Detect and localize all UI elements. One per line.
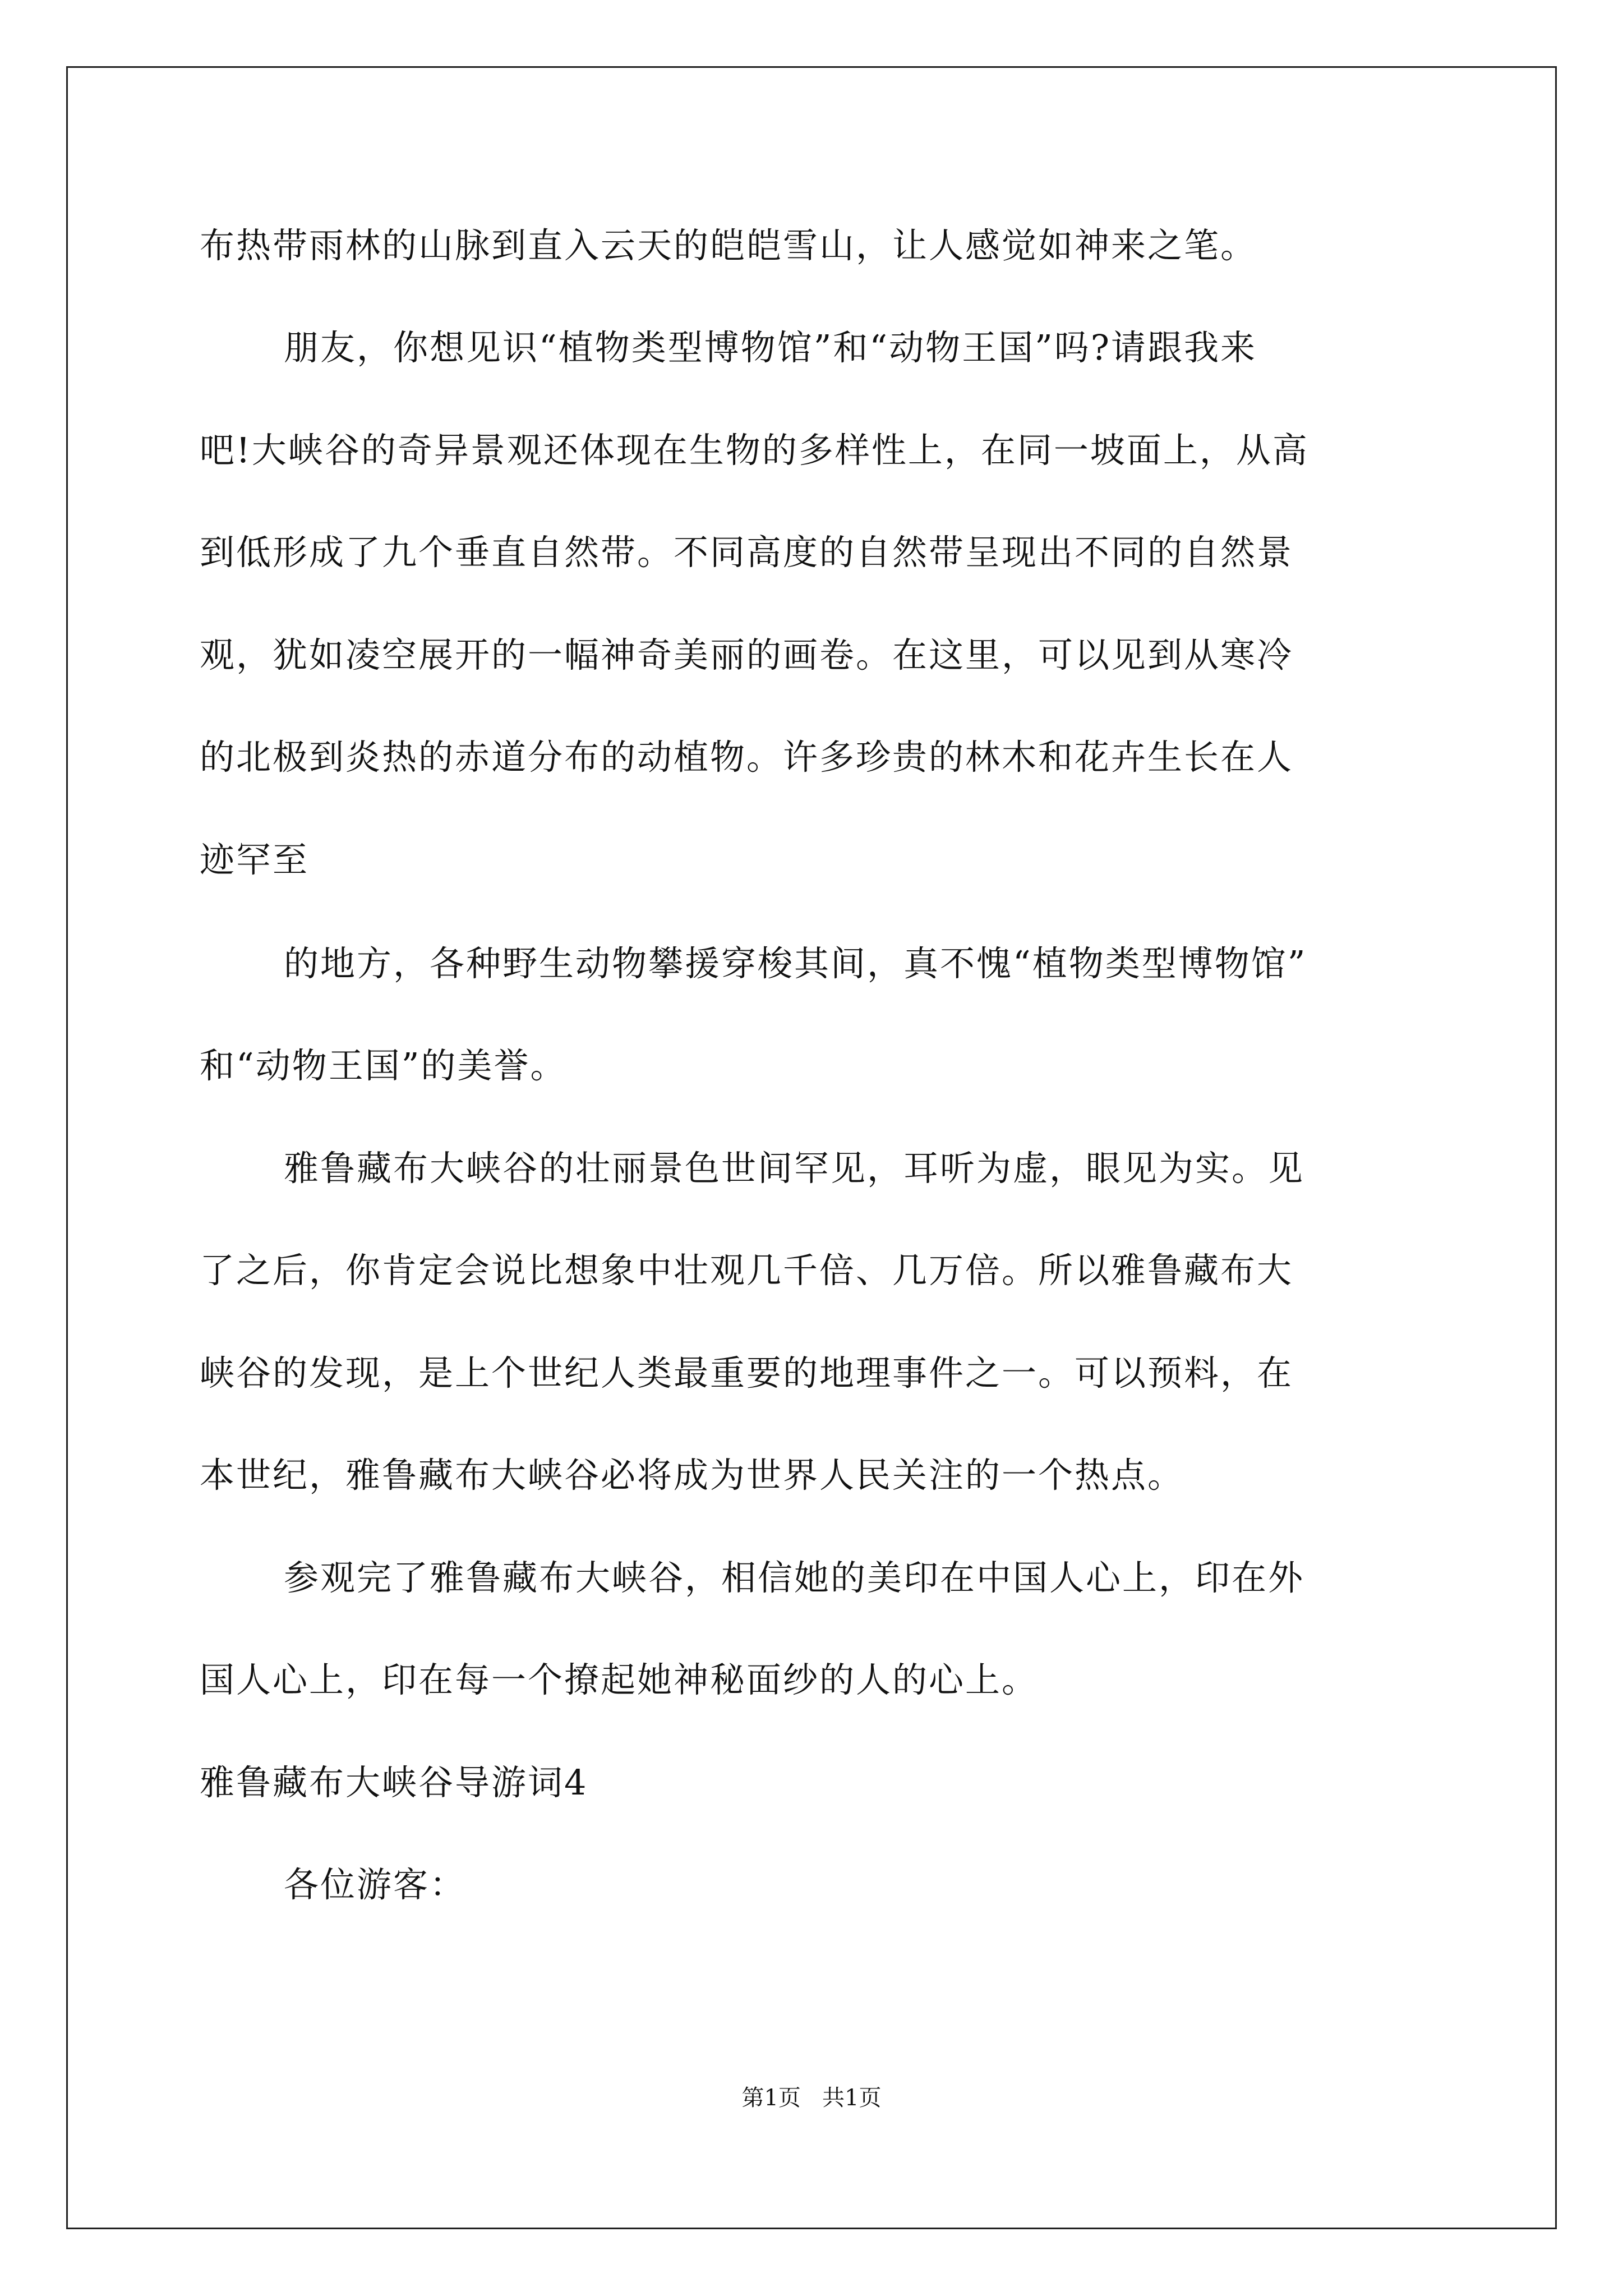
text-line-12: 峡谷的发现，是上个世纪人类最重要的地理事件之一。可以预料，在 [200,1352,1294,1393]
greeting-line: 各位游客： [284,1864,467,1905]
text-line-9: 和“动物王国”的美誉。 [200,1045,567,1086]
text-line-7: 迹罕至 [200,839,310,880]
text-line-13: 本世纪，雅鲁藏布大峡谷必将成为世界人民关注的一个热点。 [200,1455,1184,1496]
text-line-11: 了之后，你肯定会说比想象中壮观几千倍、几万倍。所以雅鲁藏布大 [200,1250,1294,1291]
text-line-8: 的地方，各种野生动物攀援穿梭其间，真不愧“植物类型博物馆” [284,943,1307,984]
text-line-3: 吧!大峡谷的奇异景观还体现在生物的多样性上，在同一坡面上，从高 [200,430,1309,471]
text-line-5: 观，犹如凌空展开的一幅神奇美丽的画卷。在这里，可以见到从寒冷 [200,634,1294,675]
text-line-14: 参观完了雅鲁藏布大峡谷，相信她的美印在中国人心上，印在外 [284,1557,1305,1598]
text-line-15: 国人心上，印在每一个撩起她神秘面纱的人的心上。 [200,1659,1039,1700]
text-line-2: 朋友，你想见识“植物类型博物馆”和“动物王国”吗?请跟我来 [284,327,1257,368]
text-line-10: 雅鲁藏布大峡谷的壮丽景色世间罕见，耳听为虚，眼见为实。见 [284,1148,1305,1189]
text-line-6: 的北极到炎热的赤道分布的动植物。许多珍贵的林木和花卉生长在人 [200,737,1294,777]
section-heading: 雅鲁藏布大峡谷导游词4 [200,1762,588,1803]
text-line-4: 到低形成了九个垂直自然带。不同高度的自然带呈现出不同的自然景 [200,532,1294,573]
page-footer: 第1页 共1页 [741,2085,882,2111]
text-line-1: 布热带雨林的山脉到直入云天的皑皑雪山，让人感觉如神来之笔。 [200,225,1257,266]
